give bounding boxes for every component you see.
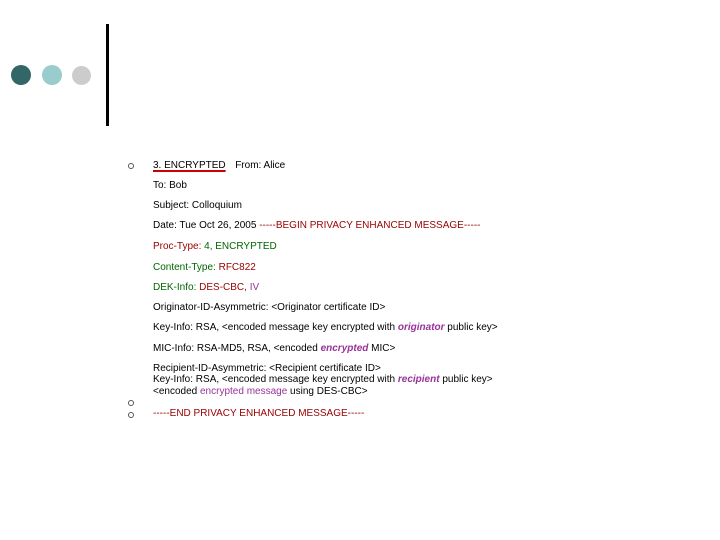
mic-info-line bbox=[153, 343, 395, 355]
decor-dot-dark bbox=[11, 65, 31, 85]
key-info-originator-line bbox=[153, 322, 498, 334]
proc-type-key: Proc-Type: bbox=[153, 241, 205, 252]
key-info-recipient: recipient bbox=[397, 374, 440, 385]
content-type-line bbox=[153, 262, 256, 274]
proc-type-value: 4, ENCRYPTED bbox=[204, 241, 277, 252]
subject-field: Subject: Colloquium bbox=[153, 200, 242, 211]
recipient-id-line: Recipient-ID-Asymmetric: <Recipient certificate ID> bbox=[153, 363, 381, 374]
encoded-encrypted-message: encrypted message bbox=[200, 386, 288, 397]
key-info-text-end: public key> bbox=[444, 322, 498, 333]
end-marker: -----END PRIVACY ENHANCED MESSAGE----- bbox=[153, 408, 365, 419]
begin-marker: -----BEGIN PRIVACY ENHANCED MESSAGE----- bbox=[259, 220, 481, 231]
content-type-key: Content-Type: bbox=[153, 262, 219, 273]
bullet-icon bbox=[128, 400, 134, 406]
decor-vertical-bar bbox=[106, 24, 109, 126]
mic-info-text-end: MIC> bbox=[368, 343, 396, 354]
from-field: From: Alice bbox=[235, 160, 286, 171]
encoded-text-end: using DES-CBC> bbox=[287, 386, 368, 397]
encoded-text: <encoded bbox=[153, 386, 200, 397]
originator-id-line: Originator-ID-Asymmetric: <Originator certificate ID> bbox=[153, 302, 386, 313]
dek-info-key: DEK-Info: bbox=[153, 282, 200, 293]
dek-info-value: DES-CBC, bbox=[199, 282, 250, 293]
dek-info-iv: IV bbox=[249, 282, 260, 293]
key-info-originator: originator bbox=[397, 322, 445, 333]
key-info-text-end: public key> bbox=[439, 374, 493, 385]
date-and-begin bbox=[153, 220, 481, 232]
proc-type-line bbox=[153, 241, 277, 253]
section-label: 3. ENCRYPTED bbox=[153, 160, 226, 171]
bullet-icon bbox=[128, 412, 134, 418]
dek-info-line bbox=[153, 282, 259, 294]
mic-info-text: MIC-Info: RSA-MD5, RSA, <encoded bbox=[153, 343, 321, 354]
to-field: To: Bob bbox=[153, 180, 187, 191]
decor-dot-gray bbox=[72, 66, 91, 85]
key-info-recipient-line bbox=[153, 374, 493, 386]
encoded-message-line bbox=[153, 386, 368, 398]
key-info-text: Key-Info: RSA, <encoded message key encrypted with bbox=[153, 322, 398, 333]
date-field: Date: Tue Oct 26, 2005 bbox=[153, 220, 257, 231]
message-heading bbox=[153, 160, 285, 172]
key-info-text: Key-Info: RSA, <encoded message key encrypted with bbox=[153, 374, 398, 385]
content-type-value: RFC822 bbox=[218, 262, 256, 273]
decor-dot-light bbox=[42, 65, 62, 85]
mic-info-encrypted: encrypted bbox=[320, 343, 369, 354]
bullet-icon bbox=[128, 163, 134, 169]
